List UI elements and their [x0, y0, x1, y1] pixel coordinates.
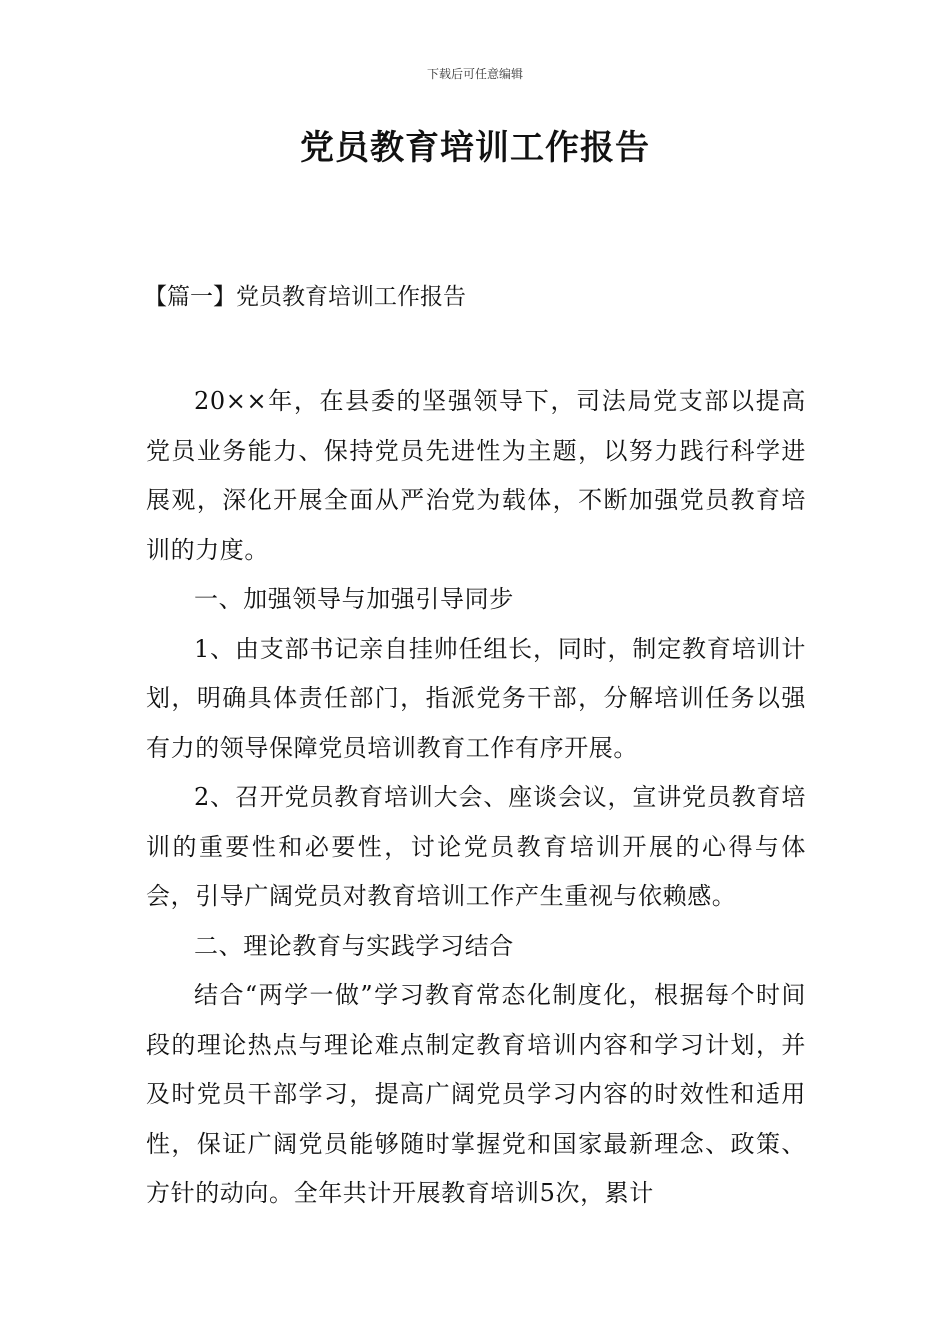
paragraph-theory-practice: 结合“两学一做”学习教育常态化制度化，根据每个时间段的理论热点与理论难点制定教育培训内容和学习计划，并及时党员干部学习，提高广阔党员学习内容的时效性和适用性，保证广阔党员能够随时掌握党和国家最新理念、政策、方针的动向。全年共计开展教育培训5次，累计	[146, 981, 806, 1207]
paragraph-intro: 20××年，在县委的坚强领导下，司法局党支部以提高党员业务能力、保持党员先进性为主题，以努力践行科学进展观，深化开展全面从严治党为载体，不断加强党员教育培训的力度。	[146, 387, 806, 564]
section-heading: 【篇一】党员教育培训工作报告	[144, 284, 466, 310]
document-body	[146, 377, 806, 1219]
paragraph-item-2: 2、召开党员教育培训大会、座谈会议，宣讲党员教育培训的重要性和必要性，讨论党员教育培训开展的心得与体会，引导广阔党员对教育培训工作产生重视与依赖感。	[146, 783, 806, 910]
header-note: 下载后可任意编辑	[426, 67, 523, 81]
heading-item-two: 二、理论教育与实践学习结合	[194, 931, 514, 960]
paragraph-item-1: 1、由支部书记亲自挂帅任组长，同时，制定教育培训计划，明确具体责任部门，指派党务干部，分解培训任务以强有力的领导保障党员培训教育工作有序开展。	[146, 634, 806, 762]
heading-item-one: 一、加强领导与加强引导同步	[194, 585, 514, 613]
page-title: 党员教育培训工作报告	[300, 128, 650, 168]
